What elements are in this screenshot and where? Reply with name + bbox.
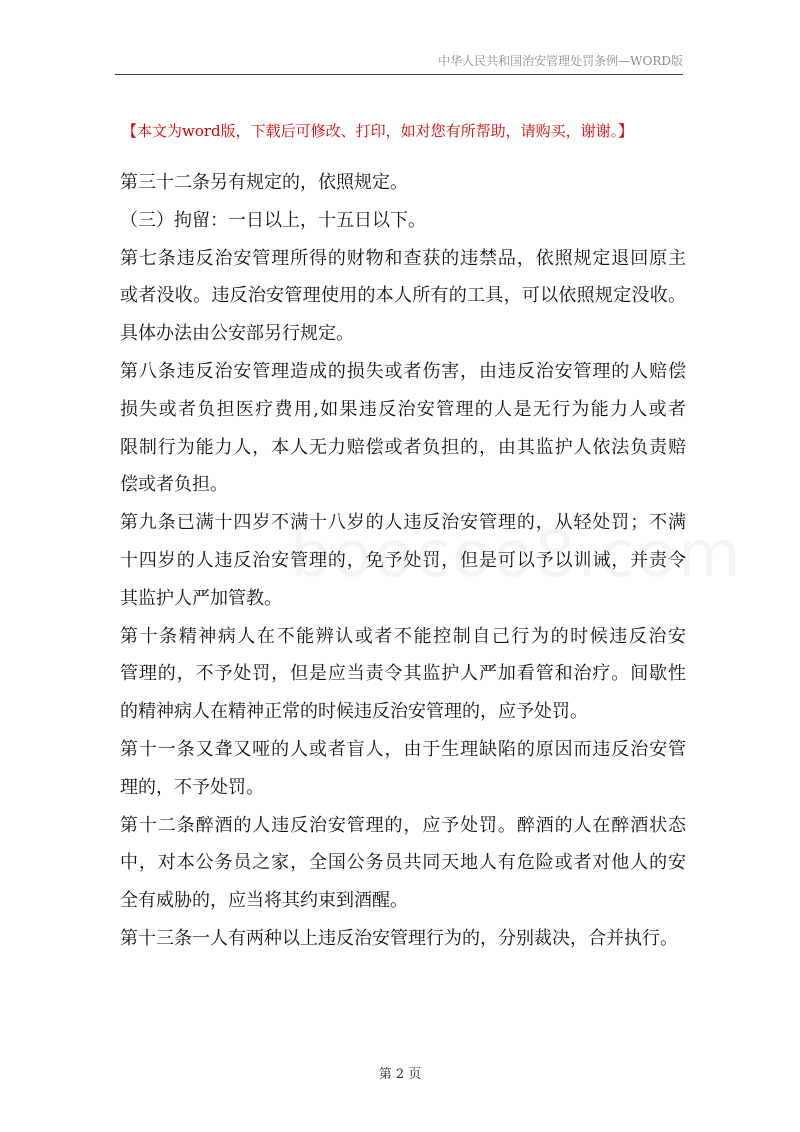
paragraph-line: 十四岁的人违反治安管理的，免予处罚，但是可以予以训诫，并责令 <box>120 549 686 571</box>
paragraph-line: 损失或者负担医疗费用,如果违反治安管理的人是无行为能力人或者 <box>120 398 686 420</box>
paragraph-line: 限制行为能力人，本人无力赔偿或者负担的，由其监护人依法负责赔 <box>120 436 686 458</box>
paragraph-line: 第十条精神病人在不能辨认或者不能控制自己行为的时候违反治安 <box>120 625 686 647</box>
paragraph-line: 第十二条醉酒的人违反治安管理的，应予处罚。醉酒的人在醉酒状态 <box>120 814 686 836</box>
paragraph-line: 中，对本公务员之家，全国公务员共同天地人有危险或者对他人的安 <box>120 852 686 874</box>
paragraph-line: 的精神病人在精神正常的时候违反治安管理的，应予处罚。 <box>120 701 588 723</box>
page-number: 第 2 页 <box>378 1067 422 1082</box>
document-body <box>120 164 686 958</box>
paragraph-line: 第十一条又聋又哑的人或者盲人，由于生理缺陷的原因而违反治安管 <box>120 738 686 760</box>
paragraph-line: 全有威胁的，应当将其约束到酒醒。 <box>120 890 408 912</box>
paragraph-line: （三）拘留：一日以上，十五日以下。 <box>120 209 426 231</box>
paragraph-line: 第八条违反治安管理造成的损失或者伤害，由违反治安管理的人赔偿 <box>120 360 686 382</box>
purchase-notice: 【本文为word版，下载后可修改、打印，如对您有所帮助，请购买，谢谢。】 <box>122 122 634 140</box>
paragraph <box>120 202 686 240</box>
paragraph-line: 具体办法由公安部另行规定。 <box>120 323 354 345</box>
paragraph-line: 理的，不予处罚。 <box>120 776 264 798</box>
paragraph-line: 其监护人严加管教。 <box>120 587 282 609</box>
paragraph <box>120 618 686 731</box>
paragraph <box>120 504 686 617</box>
paragraph <box>120 353 686 504</box>
paragraph-line: 第七条违反治安管理所得的财物和查获的违禁品，依照规定退回原主 <box>120 247 686 269</box>
paragraph-line: 管理的，不予处罚，但是应当责令其监护人严加看管和治疗。间歇性 <box>120 663 686 685</box>
paragraph-line: 第三十二条另有规定的，依照规定。 <box>120 172 408 193</box>
page-header: 中华人民共和国治安管理处罚条例—WORD版 <box>438 54 683 68</box>
header-divider <box>115 74 683 75</box>
paragraph-line: 第九条已满十四岁不满十八岁的人违反治安管理的，从轻处罚；不满 <box>120 512 686 534</box>
paragraph <box>120 731 686 807</box>
paragraph <box>120 240 686 353</box>
paragraph-line: 第十三条一人有两种以上违反治安管理行为的，分别裁决，合并执行。 <box>120 927 678 949</box>
paragraph <box>120 920 686 958</box>
paragraph <box>120 164 686 202</box>
paragraph <box>120 807 686 920</box>
paragraph-line: 或者没收。违反治安管理使用的本人所有的工具，可以依照规定没收。 <box>120 285 686 307</box>
paragraph-line: 偿或者负担。 <box>120 474 228 496</box>
